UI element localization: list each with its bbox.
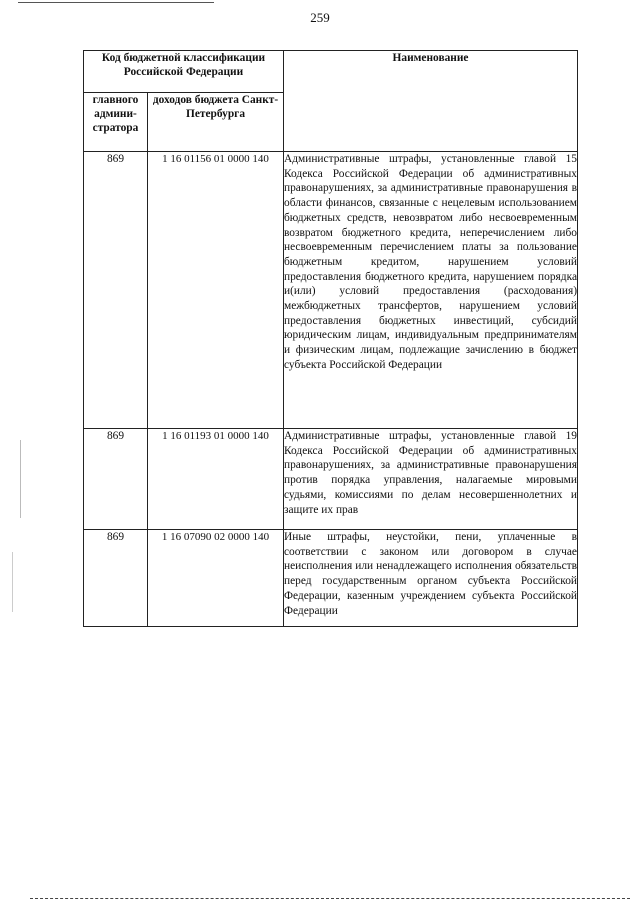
scan-artifact-left-line bbox=[20, 440, 21, 518]
income-code-cell: 1 16 07090 02 0000 140 bbox=[148, 530, 284, 627]
admin-code-cell: 869 bbox=[84, 152, 148, 429]
table-row bbox=[84, 530, 578, 627]
name-cell: Административные штрафы, установленные главой 15 Кодекса Российской Федерации об административных правонарушениях, за административные правонарушения в области финансов, связанные с нецелевым использованием бюджетных средств, невозвратом либо несвоевременным возвратом бюджетного кредита, неперечислением либо несвоевременным перечислением платы за пользование бюджетным кредитом, нарушением условий предоставления бюджетного кредита, нарушением порядка и(или) условий предоставления (расходования) межбюджетных трансфертов, нарушением условий предоставления бюджетных инвестиций, субсидий юридическим лицам, индивидуальным предпринимателям и физическим лицам, подлежащие зачислению в бюджет субъекта Российской Федерации bbox=[284, 152, 578, 429]
admin-code-cell: 869 bbox=[84, 530, 148, 627]
name-cell: Иные штрафы, неустойки, пени, уплаченные в соответствии с законом или договором в случае неисполнения или ненадлежащего исполнения обязательств перед государственным органом субъекта Российской Федерации, казенным учреждением субъекта Российской Федерации bbox=[284, 530, 578, 627]
table-header-row bbox=[84, 51, 578, 93]
income-code-cell: 1 16 01193 01 0000 140 bbox=[148, 429, 284, 530]
scan-artifact-top-line bbox=[18, 2, 214, 3]
income-code-cell: 1 16 01156 01 0000 140 bbox=[148, 152, 284, 429]
header-name: Наименование bbox=[284, 51, 578, 152]
header-income-code: доходов бюджета Санкт-Петербурга bbox=[148, 93, 284, 152]
page-number: 259 bbox=[310, 10, 330, 25]
budget-classification-table bbox=[83, 50, 578, 627]
scan-artifact-bottom-line bbox=[30, 898, 630, 900]
admin-code-cell: 869 bbox=[84, 429, 148, 530]
header-admin-code: главного админи-стратора bbox=[84, 93, 148, 152]
table-row bbox=[84, 429, 578, 530]
name-cell: Административные штрафы, установленные главой 19 Кодекса Российской Федерации об административных правонарушениях, за административные правонарушения против порядка управления, налагаемые мировыми судьями, комиссиями по делам несовершеннолетних и защите их прав bbox=[284, 429, 578, 530]
table-row bbox=[84, 152, 578, 429]
header-code-group: Код бюджетной классификации Российской Федерации bbox=[84, 51, 284, 93]
scan-artifact-left-line bbox=[12, 552, 13, 612]
